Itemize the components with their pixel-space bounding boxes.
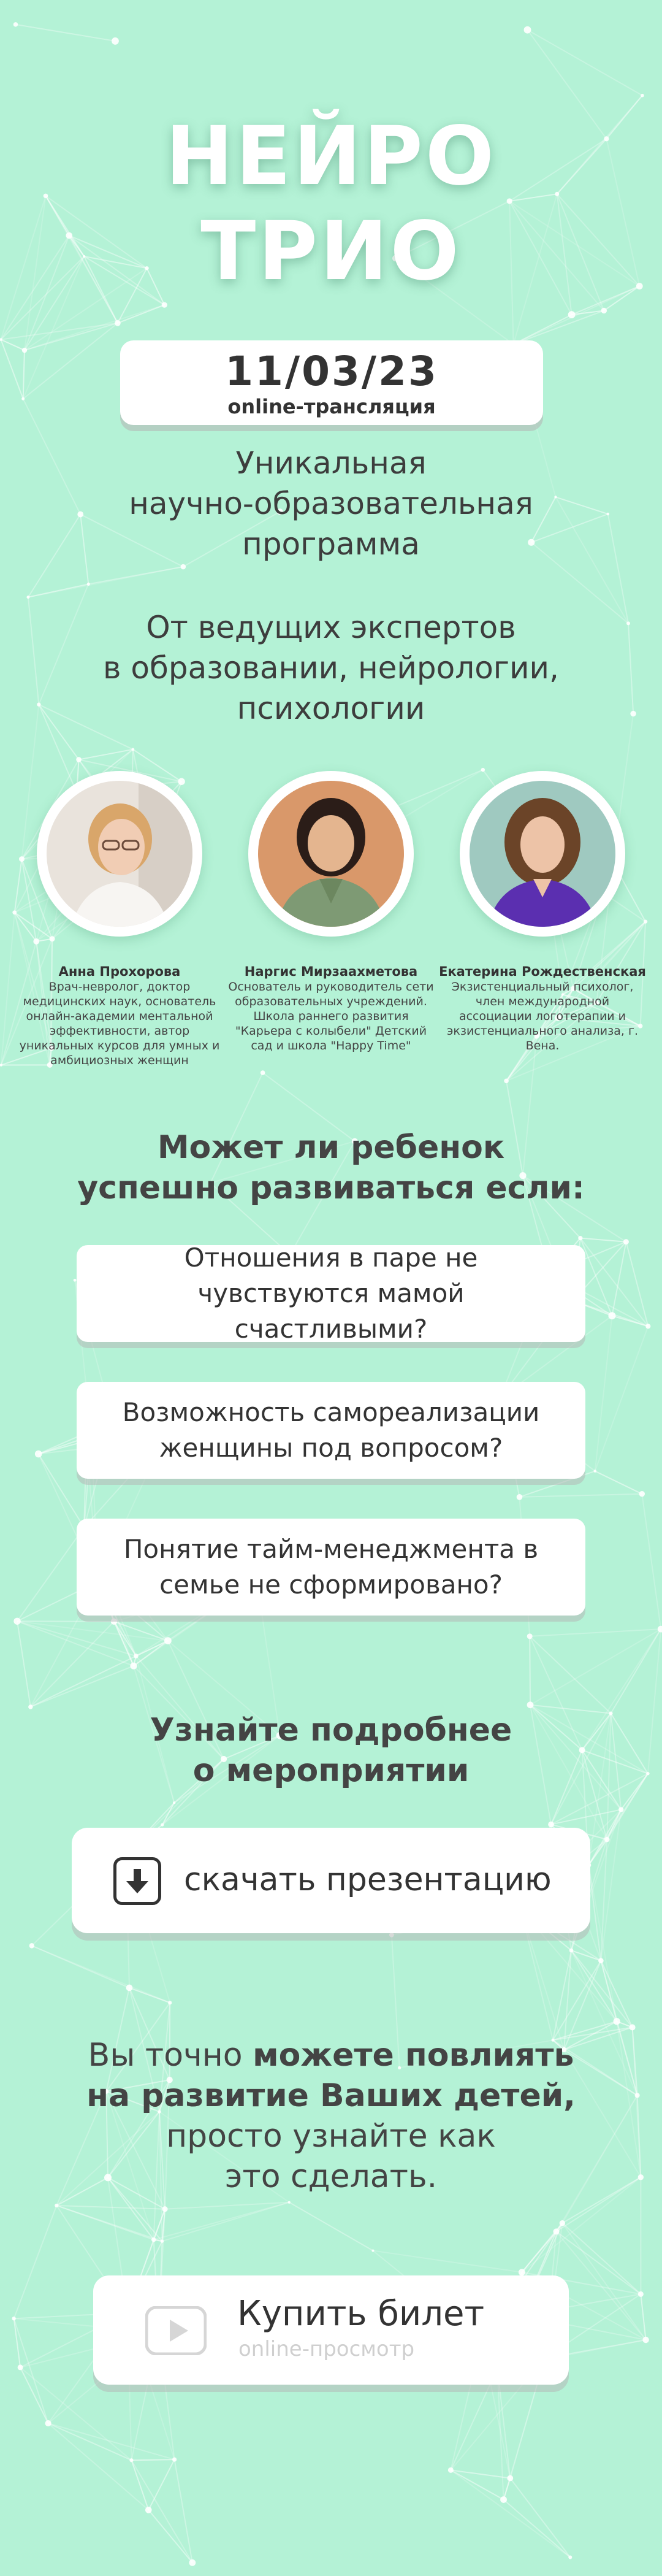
learn-more-heading: [0, 1710, 662, 1791]
download-presentation-label: скачать презентацию: [184, 1861, 552, 1898]
expert-photo: [470, 781, 615, 927]
question-text: Возможность самореализации женщины под вопросом?: [122, 1397, 540, 1463]
closing-line: [37, 2035, 625, 2076]
expert-description: Врач-невролог, доктор медицинских наук, основатель онлайн-академии ментальной эффективности, автор уникальных курсов для умных и амбициозных женщин: [19, 980, 220, 1067]
closing-line: просто узнайте как: [166, 2118, 496, 2155]
avatar: [37, 771, 202, 937]
download-icon: [113, 1857, 161, 1905]
event-format: online-трансляция: [227, 395, 436, 418]
experts-intro-line: психологии: [237, 691, 425, 726]
experts-intro-line: От ведущих экспертов: [146, 610, 516, 645]
closing-text: [37, 2035, 625, 2197]
expert-photo: [47, 781, 192, 927]
closing-part: Вы точно: [88, 2037, 253, 2074]
avatar: [460, 771, 625, 937]
question-card: [77, 1382, 585, 1479]
experts-intro-line: в образовании, нейрологии,: [103, 650, 559, 686]
avatar: [248, 771, 414, 937]
intro-line: научно-образовательная: [129, 486, 533, 521]
expert-description: Экзистенциальный психолог, член международной ассоциации логотерапии и экзистенциального анализа, г. Вена.: [447, 980, 638, 1052]
intro-line: программа: [242, 526, 420, 562]
expert-card: [227, 771, 435, 1053]
hero-title-line1: НЕЙРО: [165, 109, 497, 204]
question-text: Понятие тайм-менеджмента в семье не сформировано?: [123, 1534, 539, 1600]
closing-line: на развитие Ваших детей,: [86, 2077, 576, 2114]
event-date-card: [120, 340, 543, 425]
question-text: Отношения в паре не чувствуются мамой счастливыми?: [184, 1243, 478, 1344]
expert-name: Екатерина Рождественская: [439, 964, 646, 979]
learn-more-heading-line: Узнайте подробнее: [150, 1712, 512, 1749]
expert-card: [438, 771, 647, 1053]
intro-block: [37, 443, 625, 564]
question-card: [77, 1245, 585, 1342]
download-presentation-button[interactable]: [72, 1828, 590, 1933]
hero-title-line2: ТРИО: [200, 204, 462, 299]
expert-name: Анна Прохорова: [58, 964, 181, 979]
expert-card: [15, 771, 224, 1068]
questions-heading-line: успешно развиваться если:: [77, 1170, 585, 1206]
buy-ticket-label: Купить билет: [237, 2294, 485, 2334]
expert-photo: [258, 781, 404, 927]
expert-name: Наргис Мирзаахметова: [244, 964, 418, 979]
learn-more-heading-line: о мероприятии: [192, 1752, 470, 1789]
questions-heading: [0, 1127, 662, 1208]
closing-emphasis: можете повлиять: [253, 2037, 574, 2074]
buy-ticket-sublabel: online-просмотр: [238, 2337, 415, 2361]
buy-ticket-button[interactable]: [93, 2275, 569, 2385]
expert-description: Основатель и руководитель сети образовательных учреждений. Школа раннего развития "Карьера с колыбели" Детский сад и школа "Happy Time": [228, 980, 434, 1052]
closing-line: это сделать.: [224, 2158, 438, 2195]
intro-line: Уникальная: [235, 445, 427, 481]
event-date: 11/03/23: [225, 348, 438, 395]
experts-intro-block: [37, 607, 625, 729]
questions-heading-line: Может ли ребенок: [157, 1129, 505, 1166]
question-card: [77, 1519, 585, 1616]
video-play-icon: [145, 2306, 207, 2355]
